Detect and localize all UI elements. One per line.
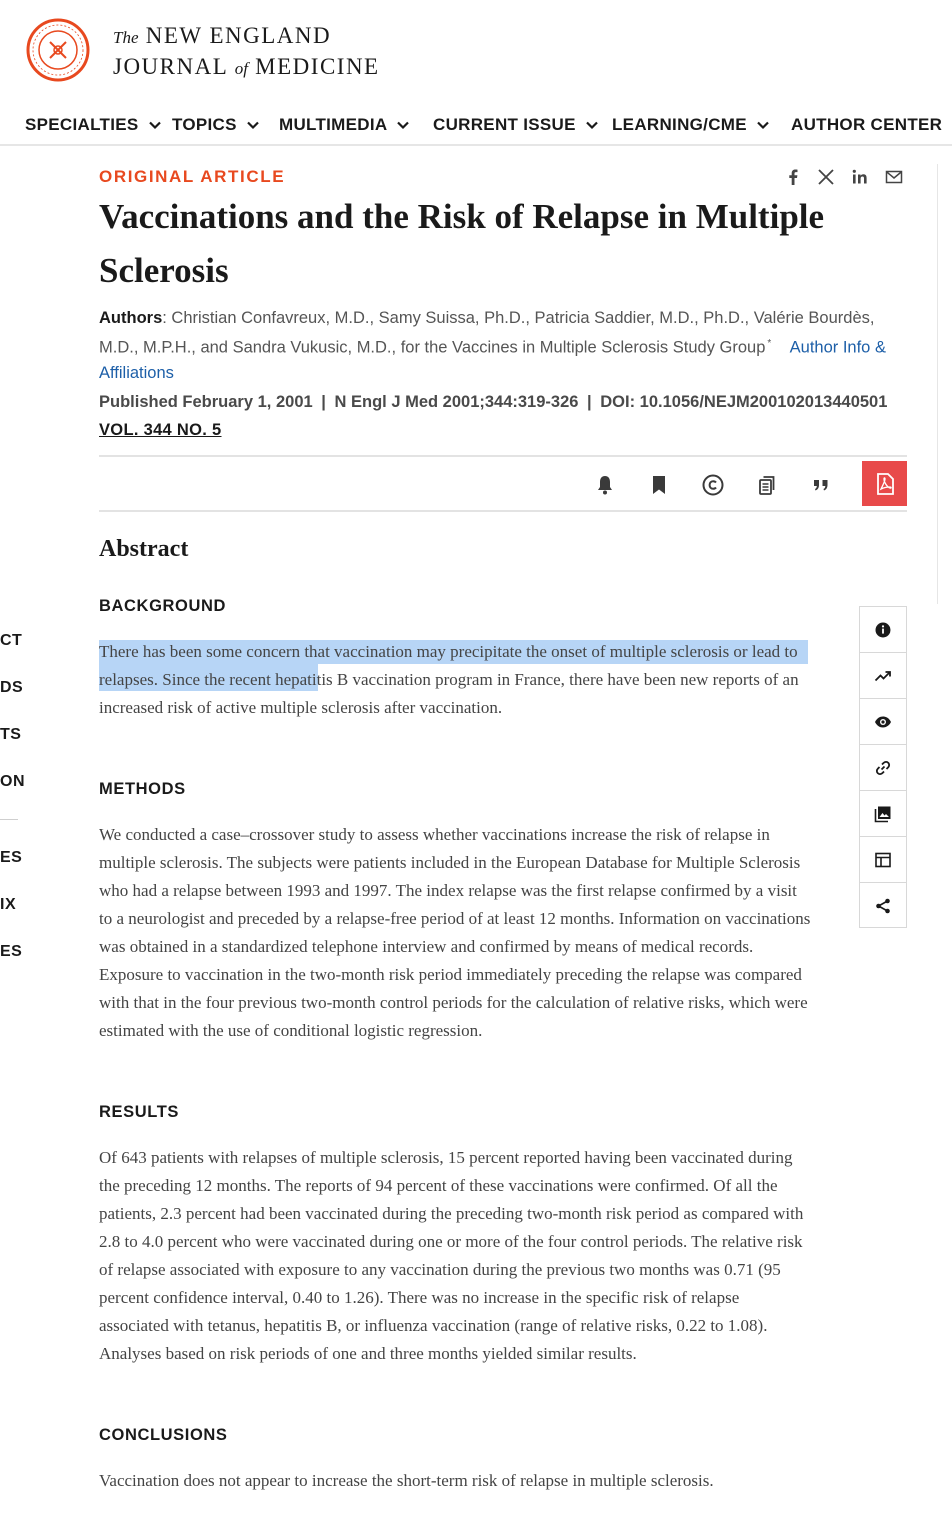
pubinfo-separator: |	[321, 393, 326, 411]
authors-list: : Christian Confavreux, M.D., Samy Suissa, Ph.D., Patricia Saddier, M.D., Ph.D., Valérie Bourdès, M.D., M.P.H., and Sandra Vukusic, M.D., for the Vaccines in Multiple Sclerosis Study Group	[99, 309, 875, 357]
results-paragraph: Of 643 patients with relapses of multiple sclerosis, 15 percent reported having been vaccinated during the preceding 12 months. The reports of 94 percent of these vaccinations were confirmed. Of all the patients, 2.3 percent had been vaccinated during the preceding two-month risk period as compared with 2.8 to 4.0 percent who were vaccinated during one or more of the four control periods. The relative risk of relapse associated with exposure to any vaccination during the previous two months was 0.71 (95 percent confidence interval, 0.40 to 1.26). There was no increase in the specific risk of relapse associated with tetanus, hepatitis B, or influenza vaccination (range of relative risks, 0.22 to 1.08). Analyses based on risk periods of one and three months yielded similar results.	[99, 1148, 804, 1363]
images-button[interactable]	[860, 791, 906, 837]
nav-author-center[interactable]	[791, 115, 942, 135]
bookmark-icon[interactable]	[647, 473, 671, 497]
toc-item-appendix[interactable]: IX	[0, 896, 17, 913]
link-icon	[874, 759, 892, 777]
nejm-logo[interactable]	[26, 18, 90, 82]
tables-icon	[874, 851, 892, 869]
brand-journal: JOURNAL	[113, 54, 228, 79]
brand-line1: NEW ENGLAND	[145, 23, 332, 48]
side-toolbar	[859, 606, 907, 928]
metrics-button[interactable]	[860, 653, 906, 699]
publication-info	[99, 393, 887, 412]
chevron-down-icon	[755, 117, 771, 133]
doi[interactable]: DOI: 10.1056/NEJM200102013440501	[600, 393, 888, 411]
toc-item-methods[interactable]: DS	[0, 679, 24, 696]
chevron-down-icon	[584, 117, 600, 133]
authors-label: Authors	[99, 309, 163, 327]
nav-current-issue-label: CURRENT ISSUE	[433, 115, 576, 134]
published-date: Published February 1, 2001	[99, 393, 313, 411]
chevron-down-icon	[245, 117, 261, 133]
article-toolbar	[99, 455, 907, 512]
copyright-icon[interactable]	[701, 473, 725, 497]
toc-divider	[0, 819, 18, 820]
facebook-icon[interactable]	[784, 168, 802, 186]
authors-block	[99, 306, 909, 386]
x-icon[interactable]	[817, 168, 835, 186]
background-paragraph	[99, 638, 811, 722]
methods-heading: METHODS	[99, 780, 186, 798]
authors-footnote-mark: *	[767, 338, 772, 349]
linkedin-icon[interactable]	[851, 168, 869, 186]
nejm-wordmark[interactable]	[113, 22, 380, 84]
pdf-icon	[875, 473, 895, 495]
link-button[interactable]	[860, 745, 906, 791]
chevron-down-icon	[395, 117, 411, 133]
images-icon	[874, 805, 892, 823]
author-info-link[interactable]: Author Info & Affiliations	[99, 338, 886, 382]
email-icon[interactable]	[885, 168, 903, 186]
brand-medicine: MEDICINE	[255, 54, 380, 79]
nav-multimedia[interactable]	[279, 115, 411, 135]
share-button[interactable]	[860, 883, 906, 929]
brand-the: The	[113, 28, 139, 47]
nav-author-center-label: AUTHOR CENTER	[791, 115, 943, 134]
metrics-icon	[874, 667, 892, 685]
nav-topics[interactable]	[172, 115, 261, 135]
info-icon	[874, 621, 892, 639]
methods-paragraph: We conducted a case–crossover study to assess whether vaccinations increase the risk of relapse in multiple sclerosis. The subjects were patients included in the European Database for Multiple Sclerosis who had a relapse between 1993 and 1997. The index relapse was the first relapse confirmed by a visit to a neurologist and preceded by a relapse-free period of at least 12 months. Information on vaccinations was obtained in a standardized telephone interview and confirmed by means of medical records. Exposure to vaccination in the two-month risk period immediately preceding the relapse was compared with that in the four previous two-month control periods for the calculation of relative risks, which were estimated with the use of conditional logistic regression.	[99, 825, 811, 1040]
article-title: Vaccinations and the Risk of Relapse in Multiple Sclerosis	[99, 197, 825, 290]
toc-item-references[interactable]: ES	[0, 943, 23, 960]
abstract-heading: Abstract	[99, 536, 189, 562]
main-nav	[0, 106, 952, 146]
background-selected-text: There has been some concern that vaccination may precipitate the onset of multiple sclerosis or lead to relapses.	[99, 642, 798, 689]
copy-icon[interactable]	[755, 473, 779, 497]
pubinfo-separator: |	[587, 393, 592, 411]
nejm-seal-icon	[26, 18, 90, 82]
bell-icon[interactable]	[593, 473, 617, 497]
toc-item-notes[interactable]: ES	[0, 849, 23, 866]
share-icon	[874, 897, 892, 915]
results-heading: RESULTS	[99, 1103, 179, 1121]
view-button[interactable]	[860, 699, 906, 745]
nav-learning-cme-label: LEARNING/CME	[612, 115, 747, 134]
toc-item-results[interactable]: TS	[0, 726, 22, 743]
nav-multimedia-label: MULTIMEDIA	[279, 115, 388, 134]
nav-specialties-label: SPECIALTIES	[25, 115, 139, 134]
conclusions-paragraph: Vaccination does not appear to increase the short-term risk of relapse in multiple sclerosis.	[99, 1471, 714, 1490]
volume-link[interactable]: VOL. 344 NO. 5	[99, 421, 222, 439]
nav-current-issue[interactable]	[433, 115, 600, 135]
eye-icon	[874, 713, 892, 731]
conclusions-heading: CONCLUSIONS	[99, 1426, 228, 1444]
background-text: Since the recent hepatitis B vaccination program in France, there have been new reports of an increased risk of active multiple sclerosis after vaccination.	[99, 670, 799, 717]
quote-icon[interactable]	[809, 473, 833, 497]
nav-topics-label: TOPICS	[172, 115, 237, 134]
article-type: ORIGINAL ARTICLE	[99, 167, 286, 186]
nav-specialties[interactable]	[25, 115, 163, 135]
toc-item-abstract[interactable]: CT	[0, 632, 23, 649]
brand-of: of	[234, 59, 248, 78]
chevron-down-icon	[147, 117, 163, 133]
background-heading: BACKGROUND	[99, 597, 226, 615]
nav-learning-cme[interactable]	[612, 115, 771, 135]
citation: N Engl J Med 2001;344:319-326	[334, 393, 579, 411]
tables-button[interactable]	[860, 837, 906, 883]
toc-item-discussion[interactable]: ON	[0, 773, 25, 790]
pdf-button[interactable]	[862, 461, 907, 506]
info-button[interactable]	[860, 607, 906, 653]
right-divider	[937, 164, 938, 604]
